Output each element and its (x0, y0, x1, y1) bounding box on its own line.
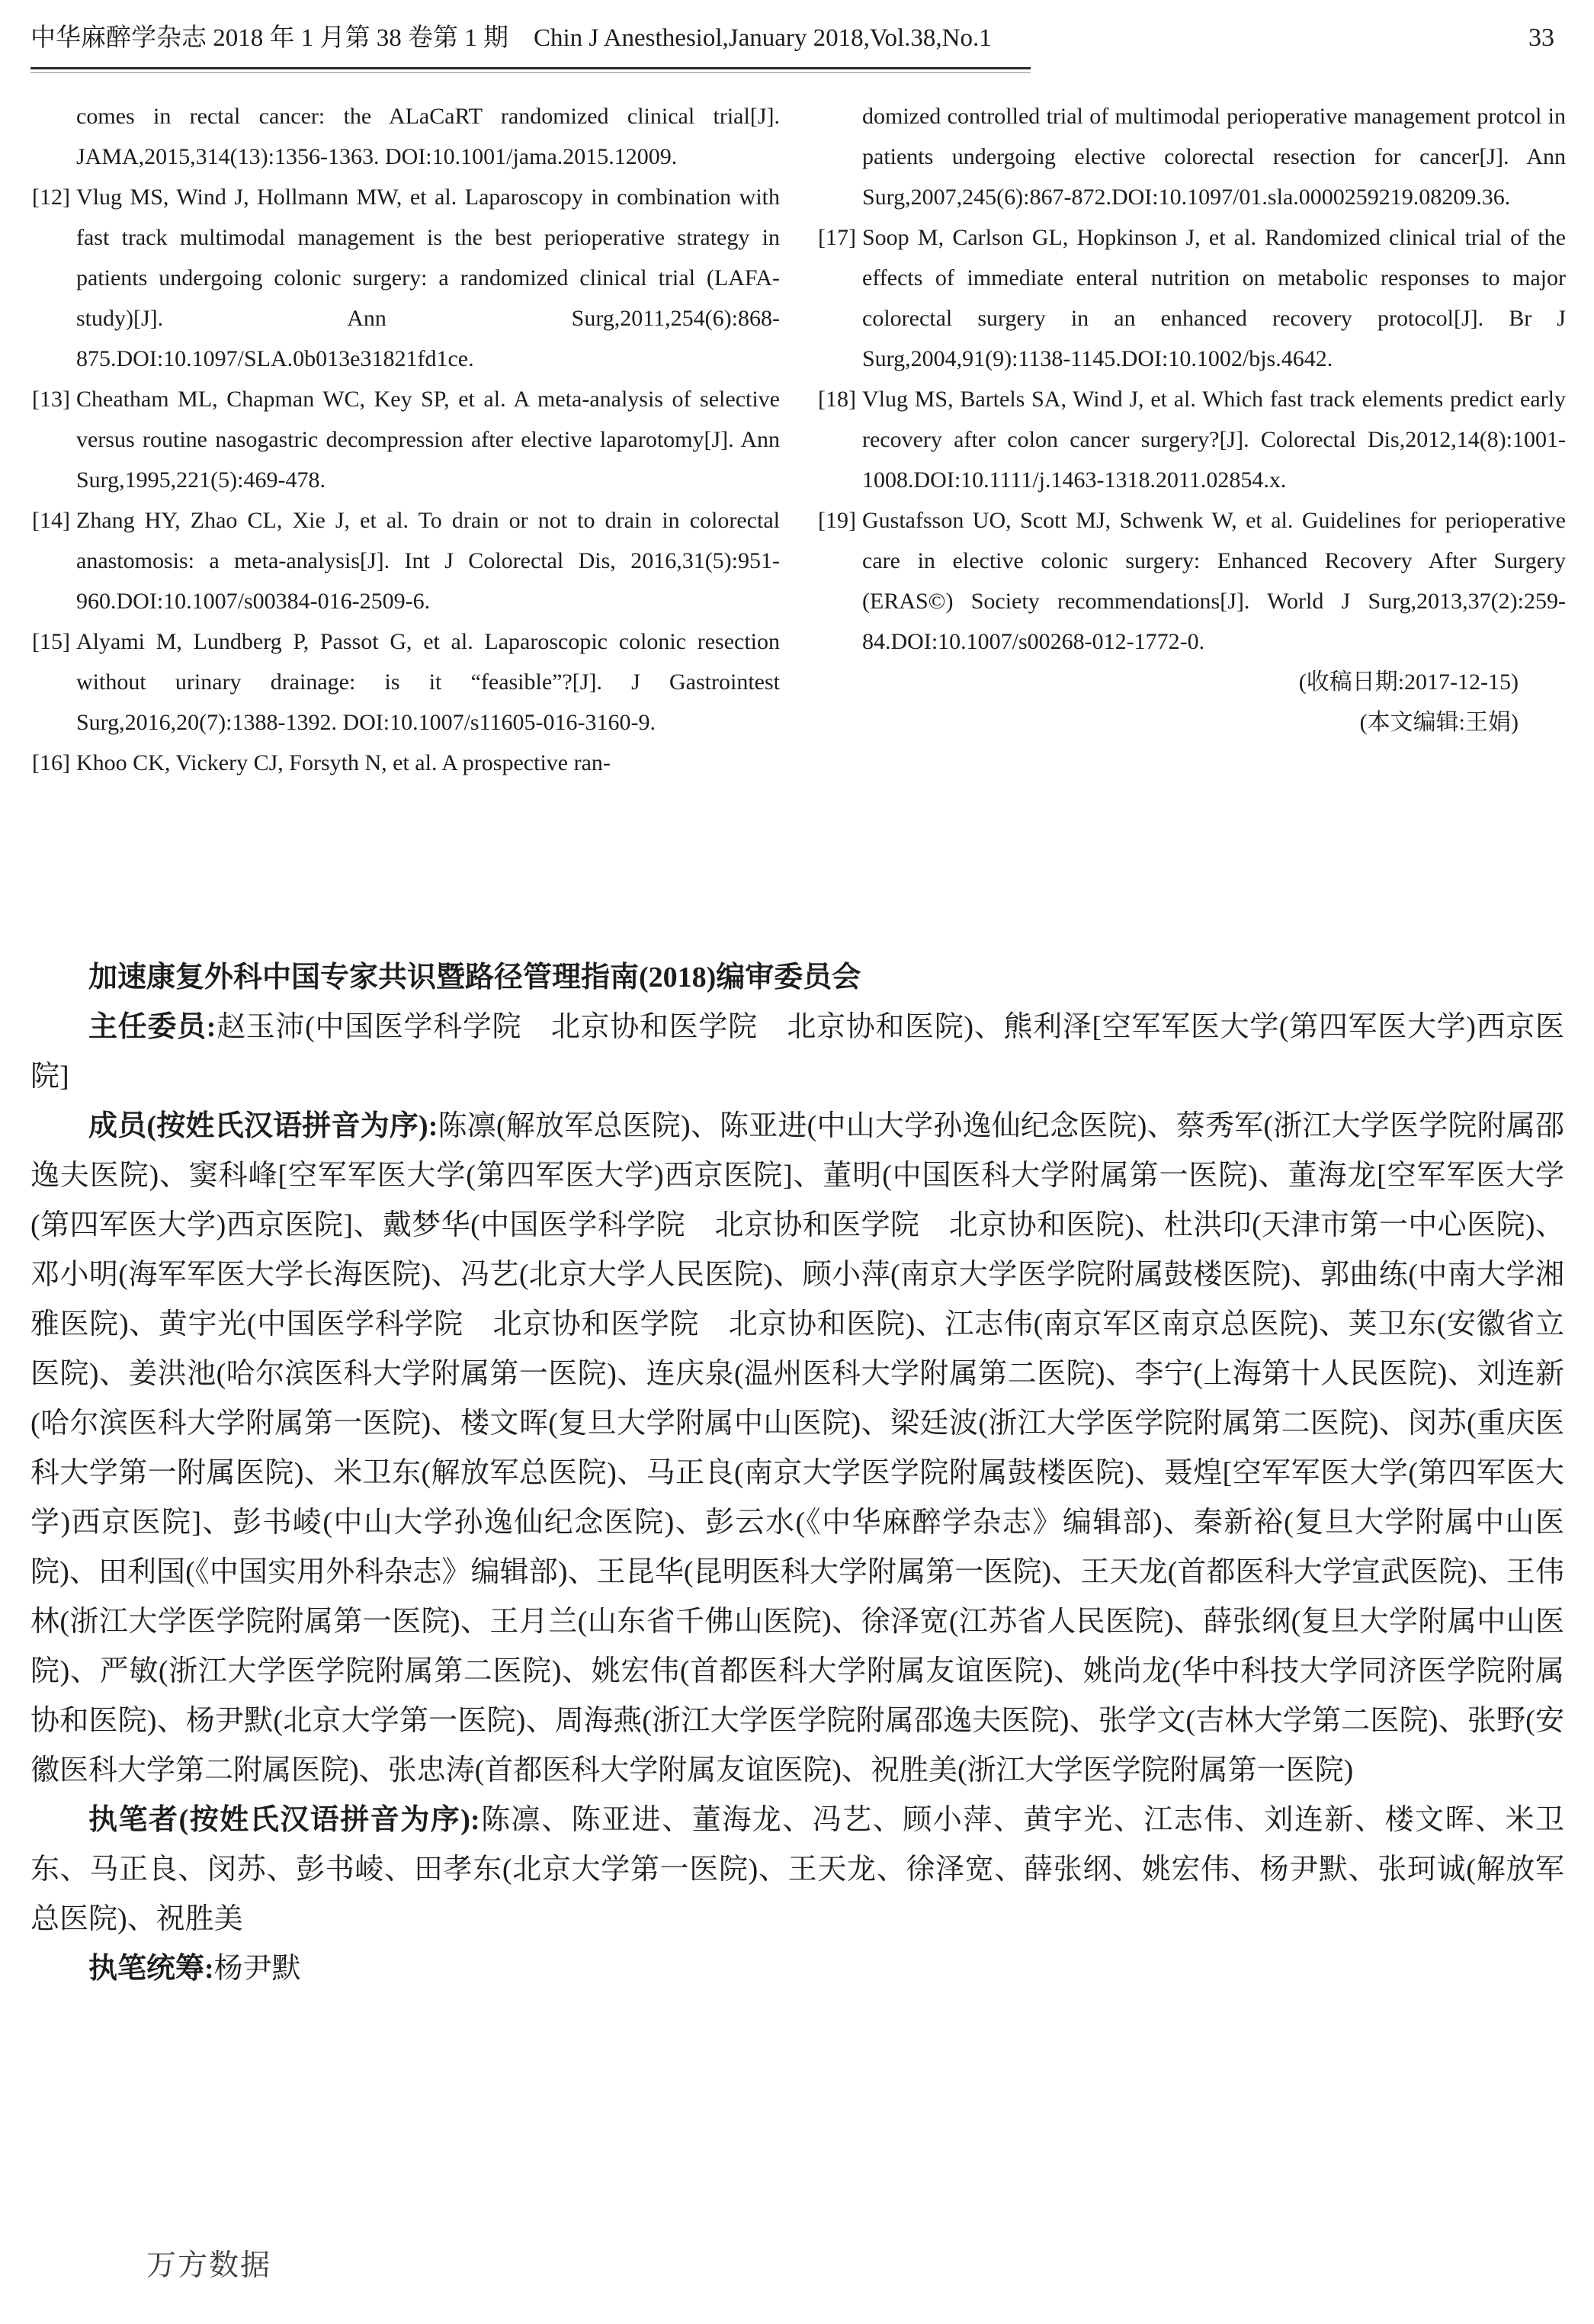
reference-text: Alyami M, Lundberg P, Passot G, et al. Laparoscopic colonic resection without urinary drainage: is it “feasible”?[J]. J Gastrointest Surg,2016,20(7):1388-1392. DOI:10.1007/s11605-016-3160-9. (76, 629, 780, 735)
reference-text: Vlug MS, Wind J, Hollmann MW, et al. Laparoscopy in combination with fast track multimodal management is the best perioperative strategy in patients undergoing colonic surgery: a randomized clinical trial (LAFA-study)[J]. Ann Surg,2011,254(6):868-875.DOI:10.1097/SLA.0b013e31821fd1ce. (76, 185, 780, 371)
reference-text: Cheatham ML, Chapman WC, Key SP, et al. A meta-analysis of selective versus routine nasogastric decompression after elective laparotomy[J]. Ann Surg,1995,221(5):469-478. (76, 387, 780, 493)
reference-number: [12] (32, 185, 70, 210)
reference-text: comes in rectal cancer: the ALaCaRT randomized clinical trial[J]. JAMA,2015,314(13):1356-1363. DOI:10.1001/jama.2015.12009. (76, 104, 780, 169)
reference-number: [13] (32, 387, 70, 412)
reference-text: domized controlled trial of multimodal perioperative management protcol in patients undergoing elective colorectal resection for cancer[J]. Ann Surg,2007,245(6):867-872.DOI:10.1097/01.sla.0000259219.08209.36. (862, 104, 1566, 210)
reference-item-14 (32, 500, 780, 621)
journal-header-text: 中华麻醉学杂志 2018 年 1 月第 38 卷第 1 期 Chin J Anesthesiol,January 2018,Vol.38,No.1 (30, 24, 992, 52)
references-section (32, 96, 1566, 783)
committee-section (30, 953, 1564, 1994)
members-label: 成员(按姓氏汉语拼音为序): (88, 1110, 438, 1142)
committee-title: 加速康复外科中国专家共识暨路径管理指南(2018)编审委员会 (88, 961, 861, 993)
page-number: 33 (1528, 24, 1554, 52)
reference-item-12 (32, 177, 780, 379)
writers-names: 陈凛、陈亚进、董海龙、冯艺、顾小萍、黄宇光、江志伟、刘连新、楼文晖、米卫东、马正良、闵苏、彭书崚、田孝东(北京大学第一医院)、王天龙、徐泽宽、薛张纲、姚宏伟、杨尹默、张珂诚(解放军总医院)、祝胜美 (30, 1804, 1564, 1935)
coordinator-name: 杨尹默 (213, 1953, 301, 1985)
chairs-label: 主任委员: (88, 1011, 216, 1043)
reference-item-15 (32, 621, 780, 743)
committee-title-line (30, 953, 1564, 1003)
reference-number: [19] (818, 508, 856, 533)
header-rule (30, 67, 1031, 73)
references-right-column (818, 96, 1566, 783)
reference-number: [18] (818, 387, 856, 412)
reference-item-17 (818, 217, 1566, 379)
reference-text: Soop M, Carlson GL, Hopkinson J, et al. Randomized clinical trial of the effects of immediate enteral nutrition on metabolic responses to major colorectal surgery in an enhanced recovery protocol[J]. Br J Surg,2004,91(9):1138-1145.DOI:10.1002/bjs.4642. (862, 225, 1566, 371)
reference-item-19 (818, 500, 1566, 662)
reference-continuation (818, 96, 1566, 217)
reference-number: [14] (32, 508, 70, 533)
committee-writers-line (30, 1796, 1564, 1944)
reference-item-13 (32, 379, 780, 500)
reference-text: Vlug MS, Bartels SA, Wind J, et al. Which fast track elements predict early recovery after colon cancer surgery?[J]. Colorectal Dis,2012,14(8):1001-1008.DOI:10.1111/j.1463-1318.2011.02854.x. (862, 387, 1566, 493)
writers-label: 执笔者(按姓氏汉语拼音为序): (88, 1804, 480, 1836)
page-header (30, 23, 1554, 53)
reference-number: [16] (32, 750, 70, 775)
editor-note: (本文编辑:王娟) (1359, 710, 1519, 735)
references-left-column (32, 96, 780, 783)
wanfang-watermark: 万方数据 (146, 2249, 272, 2283)
committee-coordinator-line (30, 1944, 1564, 1994)
reference-text: Khoo CK, Vickery CJ, Forsyth N, et al. A prospective ran- (76, 750, 611, 775)
reference-number: [15] (32, 629, 70, 654)
committee-chairs-line (30, 1003, 1564, 1102)
coordinator-label: 执笔统筹: (88, 1953, 214, 1985)
reference-item-16 (32, 743, 780, 783)
committee-members-line (30, 1102, 1564, 1796)
chairs-names: 赵玉沛(中国医学科学院 北京协和医学院 北京协和医院)、熊利泽[空军军医大学(第四军医大学)西京医院] (30, 1011, 1565, 1093)
reference-continuation (32, 96, 780, 177)
reference-text: Zhang HY, Zhao CL, Xie J, et al. To drain or not to drain in colorectal anastomosis: a meta-analysis[J]. Int J Colorectal Dis, 2016,31(5):951-960.DOI:10.1007/s00384-016-2509-6. (76, 508, 780, 614)
reference-item-18 (818, 379, 1566, 500)
reference-number (32, 96, 76, 177)
reference-number: [17] (818, 225, 856, 250)
received-date: (收稿日期:2017-12-15) (1298, 669, 1519, 695)
reference-number (818, 96, 862, 217)
reference-text: Gustafsson UO, Scott MJ, Schwenk W, et al. Guidelines for perioperative care in elective colonic surgery: Enhanced Recovery After Surgery (ERAS©) Society recommendations[J]. World J Surg,2013,37(2):259-84.DOI:10.1007/s00268-012-1772-0. (862, 508, 1566, 654)
members-names: 陈凛(解放军总医院)、陈亚进(中山大学孙逸仙纪念医院)、蔡秀军(浙江大学医学院附属邵逸夫医院)、窦科峰[空军军医大学(第四军医大学)西京医院]、董明(中国医科大学附属第一医院)、董海龙[空军军医大学(第四军医大学)西京医院]、戴梦华(中国医学科学院 北京协和医学院 北京协和医院)、杜洪印(天津市第一中心医院)、邓小明(海军军医大学长海医院)、冯艺(北京大学人民医院)、顾小萍(南京大学医学院附属鼓楼医院)、郭曲练(中南大学湘雅医院)、黄宇光(中国医学科学院 北京协和医学院 北京协和医院)、江志伟(南京军区南京总医院)、荚卫东(安徽省立医院)、姜洪池(哈尔滨医科大学附属第一医院)、连庆泉(温州医科大学附属第二医院)、李宁(上海第十人民医院)、刘连新(哈尔滨医科大学附属第一医院)、楼文晖(复旦大学附属中山医院)、梁廷波(浙江大学医学院附属第二医院)、闵苏(重庆医科大学第一附属医院)、米卫东(解放军总医院)、马正良(南京大学医学院附属鼓楼医院)、聂煌[空军军医大学(第四军医大学)西京医院]、彭书崚(中山大学孙逸仙纪念医院)、彭云水(《中华麻醉学杂志》编辑部)、秦新裕(复旦大学附属中山医院)、田利国(《中国实用外科杂志》编辑部)、王昆华(昆明医科大学附属第一医院)、王天龙(首都医科大学宣武医院)、王伟林(浙江大学医学院附属第一医院)、王月兰(山东省千佛山医院)、徐泽宽(江苏省人民医院)、薛张纲(复旦大学附属中山医院)、严敏(浙江大学医学院附属第二医院)、姚宏伟(首都医科大学附属友谊医院)、姚尚龙(华中科技大学同济医学院附属协和医院)、杨尹默(北京大学第一医院)、周海燕(浙江大学医学院附属邵逸夫医院)、张学文(吉林大学第二医院)、张野(安徽医科大学第二附属医院)、张忠涛(首都医科大学附属友谊医院)、祝胜美(浙江大学医学院附属第一医院) (30, 1110, 1564, 1786)
